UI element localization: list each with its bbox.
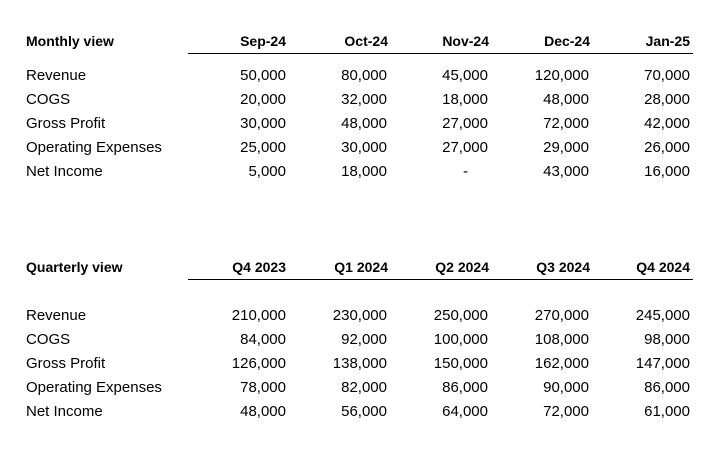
table-cell: 48,000 bbox=[240, 403, 286, 420]
table-cell: 45,000 bbox=[442, 67, 488, 84]
table-cell: 80,000 bbox=[341, 67, 387, 84]
table-row bbox=[0, 400, 726, 424]
table-cell: 18,000 bbox=[341, 163, 387, 180]
monthly-column-header: Dec-24 bbox=[544, 33, 590, 49]
table-cell: 29,000 bbox=[543, 139, 589, 156]
table-row bbox=[0, 328, 726, 352]
table-cell: 72,000 bbox=[543, 403, 589, 420]
table-cell: 56,000 bbox=[341, 403, 387, 420]
quarterly-title: Quarterly view bbox=[26, 259, 123, 275]
table-cell: 28,000 bbox=[644, 91, 690, 108]
table-cell: 25,000 bbox=[240, 139, 286, 156]
monthly-column-header: Jan-25 bbox=[645, 33, 690, 49]
monthly-column-header: Oct-24 bbox=[344, 33, 388, 49]
quarterly-column-header: Q2 2024 bbox=[435, 259, 489, 275]
table-row bbox=[0, 112, 726, 136]
table-cell: 61,000 bbox=[644, 403, 690, 420]
table-cell: 230,000 bbox=[332, 307, 387, 324]
table-cell: 5,000 bbox=[248, 163, 286, 180]
table-cell: 92,000 bbox=[341, 331, 387, 348]
row-label: COGS bbox=[26, 91, 71, 108]
table-cell: 42,000 bbox=[644, 115, 690, 132]
table-cell: 126,000 bbox=[231, 355, 286, 372]
table-cell: 108,000 bbox=[534, 331, 589, 348]
table-cell: 20,000 bbox=[240, 91, 286, 108]
table-cell: 100,000 bbox=[433, 331, 488, 348]
table-cell: 210,000 bbox=[231, 307, 286, 324]
table-cell: 84,000 bbox=[240, 331, 286, 348]
table-cell: 82,000 bbox=[341, 379, 387, 396]
monthly-header-row bbox=[0, 31, 726, 55]
table-cell: 27,000 bbox=[442, 139, 488, 156]
table-cell: 147,000 bbox=[635, 355, 690, 372]
table-cell: 78,000 bbox=[240, 379, 286, 396]
quarterly-header-row bbox=[0, 257, 726, 281]
row-label: COGS bbox=[26, 331, 71, 348]
row-label: Net Income bbox=[26, 163, 103, 180]
quarterly-column-header: Q4 2024 bbox=[636, 259, 690, 275]
table-cell: 30,000 bbox=[341, 139, 387, 156]
row-label: Revenue bbox=[26, 67, 87, 84]
table-cell: 50,000 bbox=[240, 67, 286, 84]
table-cell: 120,000 bbox=[534, 67, 589, 84]
table-cell: 250,000 bbox=[433, 307, 488, 324]
row-label: Gross Profit bbox=[26, 115, 106, 132]
table-cell: 30,000 bbox=[240, 115, 286, 132]
row-label: Operating Expenses bbox=[26, 379, 162, 396]
row-label: Net Income bbox=[26, 403, 103, 420]
monthly-title: Monthly view bbox=[26, 33, 114, 49]
quarterly-column-header: Q3 2024 bbox=[536, 259, 590, 275]
monthly-column-header: Sep-24 bbox=[240, 33, 286, 49]
table-row bbox=[0, 136, 726, 160]
table-cell: 26,000 bbox=[644, 139, 690, 156]
table-row bbox=[0, 64, 726, 88]
table-cell: 86,000 bbox=[644, 379, 690, 396]
row-label: Revenue bbox=[26, 307, 87, 324]
table-cell: 86,000 bbox=[442, 379, 488, 396]
table-cell: 90,000 bbox=[543, 379, 589, 396]
row-label: Operating Expenses bbox=[26, 139, 162, 156]
quarterly-column-header: Q4 2023 bbox=[232, 259, 286, 275]
monthly-header-underline bbox=[188, 53, 693, 54]
table-cell: 27,000 bbox=[442, 115, 488, 132]
table-cell: 72,000 bbox=[543, 115, 589, 132]
table-cell: 48,000 bbox=[543, 91, 589, 108]
table-cell: 64,000 bbox=[442, 403, 488, 420]
monthly-table bbox=[0, 31, 726, 180]
quarterly-column-header: Q1 2024 bbox=[334, 259, 388, 275]
quarterly-table bbox=[0, 257, 726, 420]
table-cell: 270,000 bbox=[534, 307, 589, 324]
monthly-column-header: Nov-24 bbox=[442, 33, 489, 49]
table-row bbox=[0, 160, 726, 184]
table-row bbox=[0, 376, 726, 400]
table-cell: 18,000 bbox=[442, 91, 488, 108]
quarterly-rows bbox=[0, 304, 726, 424]
monthly-rows bbox=[0, 64, 726, 184]
table-cell: 162,000 bbox=[534, 355, 589, 372]
table-cell: 70,000 bbox=[644, 67, 690, 84]
table-cell: 245,000 bbox=[635, 307, 690, 324]
table-row bbox=[0, 304, 726, 328]
row-label: Gross Profit bbox=[26, 355, 106, 372]
table-cell: 43,000 bbox=[543, 163, 589, 180]
table-cell: 16,000 bbox=[644, 163, 690, 180]
table-cell: 98,000 bbox=[644, 331, 690, 348]
table-cell: 48,000 bbox=[341, 115, 387, 132]
table-cell: - bbox=[463, 163, 468, 180]
table-cell: 32,000 bbox=[341, 91, 387, 108]
quarterly-header-underline bbox=[188, 279, 693, 280]
table-cell: 150,000 bbox=[433, 355, 488, 372]
table-cell: 138,000 bbox=[332, 355, 387, 372]
table-row bbox=[0, 88, 726, 112]
table-row bbox=[0, 352, 726, 376]
